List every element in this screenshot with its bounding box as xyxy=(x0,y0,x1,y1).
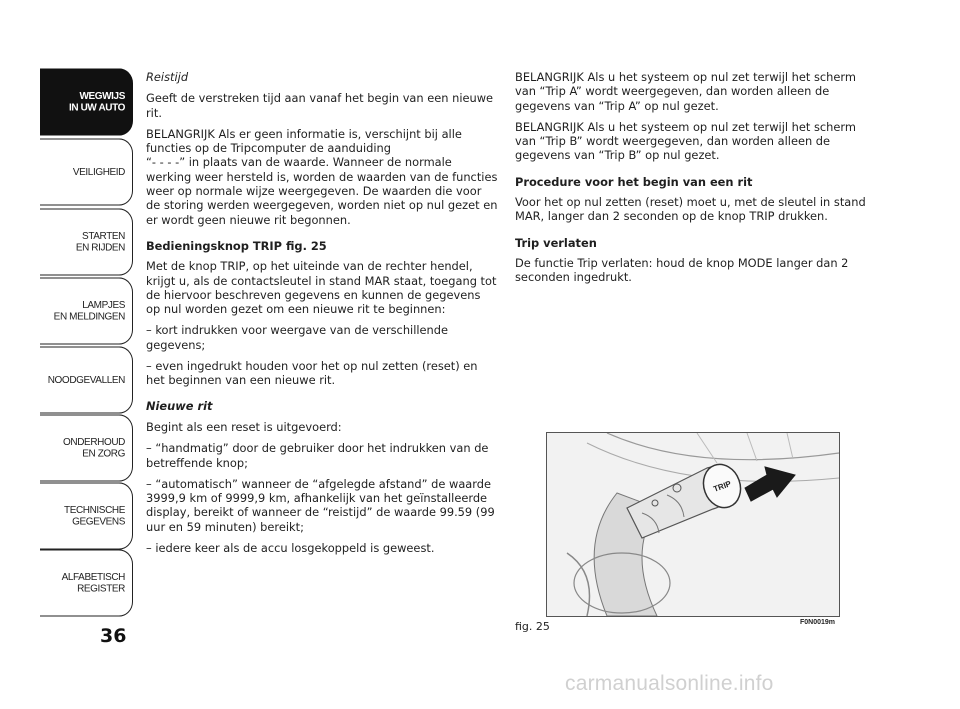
procedure-heading: Procedure voor het begin van een rit xyxy=(515,174,753,189)
tab-label: ONDERHOUD xyxy=(63,436,125,448)
left-column xyxy=(146,70,498,562)
tab-technische[interactable] xyxy=(40,482,133,549)
nieuwe-rit-title: Nieuwe rit xyxy=(146,398,213,413)
bullet-item: – “automatisch” wanneer de “afgelegde afstand” de waarde 3999,9 km of 9999,9 km, afhankelijk van het geïnstalleerde display, bereikt of wanneer de “reistijd” de waarde 99.59 (99 uur en 59 minuten) bereikt; xyxy=(146,476,495,534)
reistijd-text: Geeft de verstreken tijd aan vanaf het begin van een nieuwe rit. xyxy=(146,91,494,120)
trip-lever-illustration xyxy=(547,433,839,616)
belangrijk-note-cont: “- - - -” in plaats van de waarde. Wanneer de normale werking weer hersteld is, worden de waarden van de functies weer op normale wijze weergegeven. De waarden die voor de storing werden weergegeven, worden niet op nul gezet en er wordt geen nieuwe rit begonnen. xyxy=(146,155,498,227)
page-number: 36 xyxy=(100,625,127,647)
tab-register[interactable] xyxy=(40,549,133,616)
tab-label: GEGEVENS xyxy=(72,516,125,528)
figure-trip-lever xyxy=(546,432,840,617)
right-column xyxy=(515,70,877,292)
trip-heading: Trip verlaten xyxy=(515,235,597,250)
belangrijk-trip-b: BELANGRIJK Als u het systeem op nul zet terwijl het scherm van “Trip B” wordt weergegeven, dan worden alleen de gegevens van “Trip B” op nul gezet. xyxy=(515,119,856,163)
tab-label: EN MELDINGEN xyxy=(53,311,125,323)
bullet-item: – iedere keer als de accu losgekoppeld is geweest. xyxy=(146,541,435,556)
bullet-item: – even ingedrukt houden voor het op nul zetten (reset) en het beginnen van een nieuwe rit. xyxy=(146,359,478,388)
tab-label: STARTEN xyxy=(82,230,125,242)
tab-starten[interactable] xyxy=(40,208,133,275)
nieuwe-rit-text: Begint als een reset is uitgevoerd: xyxy=(146,419,342,434)
tab-lampjes[interactable] xyxy=(40,277,133,344)
tab-noodgevallen[interactable] xyxy=(40,346,133,413)
tab-veiligheid[interactable] xyxy=(40,138,133,205)
tab-wegwijs[interactable] xyxy=(40,68,133,135)
tab-onderhoud[interactable] xyxy=(40,414,133,481)
tab-label: WEGWIJS xyxy=(79,90,125,102)
figure-code: F0N0019m xyxy=(800,619,836,626)
tab-label: REGISTER xyxy=(77,583,125,595)
tab-label: TECHNISCHE xyxy=(63,504,125,516)
trip-text: De functie Trip verlaten: houd de knop MODE langer dan 2 seconden ingedrukt. xyxy=(515,255,849,285)
knop-heading: Bedieningsknop TRIP fig. 25 xyxy=(146,238,327,253)
figure-caption: fig. 25 xyxy=(515,620,550,633)
reistijd-title: Reistijd xyxy=(146,70,189,84)
tab-label: LAMPJES xyxy=(82,299,125,311)
tab-label: EN ZORG xyxy=(82,448,125,460)
procedure-text: Voor het op nul zetten (reset) moet u, met de sleutel in stand MAR, langer dan 2 seconden op de knop TRIP drukken. xyxy=(515,195,866,224)
belangrijk-note: BELANGRIJK Als er geen informatie is, verschijnt bij alle functies op de Tripcomputer de aanduiding xyxy=(146,126,462,156)
belangrijk-trip-a: BELANGRIJK Als u het systeem op nul zet terwijl het scherm van “Trip A” wordt weergegeven, dan worden alleen de gegevens van “Trip A” op nul gezet. xyxy=(515,70,856,113)
tab-label: ALFABETISCH xyxy=(61,571,125,583)
bullet-item: – “handmatig” door de gebruiker door het indrukken van de betreffende knop; xyxy=(146,441,489,470)
tab-label: IN UW AUTO xyxy=(69,102,125,114)
tab-label: VEILIGHEID xyxy=(72,166,125,178)
tab-label: NOODGEVALLEN xyxy=(47,374,125,386)
bullet-item: – kort indrukken voor weergave van de verschillende gegevens; xyxy=(146,323,449,352)
trip-button-label: TRIP xyxy=(712,479,733,494)
knop-text: Met de knop TRIP, op het uiteinde van de rechter hendel, krijgt u, als de contactsleutel in stand MAR staat, toegang tot de hiervoor beschreven gegevens en kunnen de gegevens op nul worden gezet om een nieuwe rit te beginnen: xyxy=(146,259,497,317)
watermark: carmanualsonline.info xyxy=(565,672,774,695)
tab-label: EN RIJDEN xyxy=(75,242,125,254)
